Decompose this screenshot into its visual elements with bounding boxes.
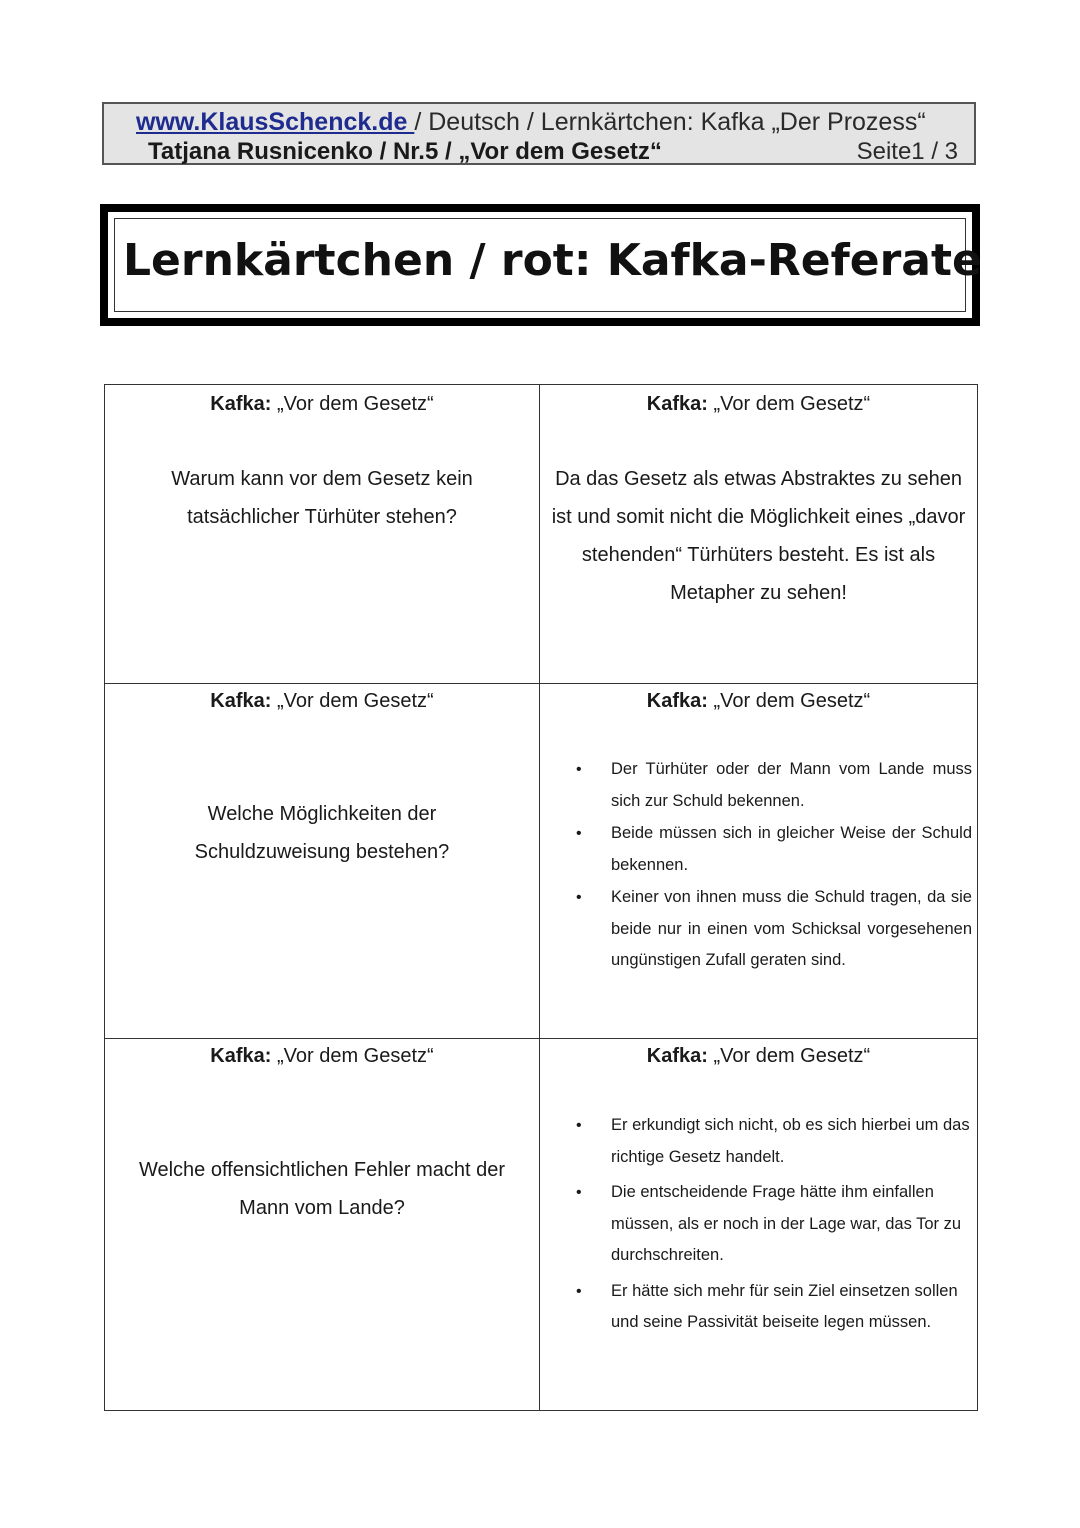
card-heading-work: „Vor dem Gesetz“ [707, 393, 871, 415]
card-heading [540, 1045, 977, 1068]
card-heading-work: „Vor dem Gesetz“ [707, 690, 871, 712]
list-item: • Beide müssen sich in gleicher Weise der Schuld bekennen. [576, 818, 972, 881]
card-question-3 [105, 1039, 539, 1410]
card-heading-author: Kafka: [646, 393, 708, 415]
list-item: • Er hätte sich mehr für sein Ziel einsetzen sollen und seine Passivität beiseite legen müssen. [576, 1276, 972, 1339]
card-heading-author: Kafka: [210, 1045, 272, 1067]
author-line: Tatjana Rusnicenko / Nr.5 / „Vor dem Gesetz“ [148, 138, 662, 165]
list-item: • Er erkundigt sich nicht, ob es sich hierbei um das richtige Gesetz handelt. [576, 1110, 972, 1173]
card-heading-author: Kafka: [210, 393, 272, 415]
card-heading-author: Kafka: [646, 1045, 708, 1067]
card-heading-work: „Vor dem Gesetz“ [271, 393, 434, 415]
card-heading-work: „Vor dem Gesetz“ [271, 690, 434, 712]
card-heading-author: Kafka: [646, 690, 708, 712]
card-heading [540, 690, 977, 713]
answer-list [576, 754, 972, 978]
site-link[interactable]: www.KlausSchenck.de [136, 108, 415, 136]
page-title: Lernkärtchen / rot: Kafka-Referate [123, 235, 982, 286]
list-item: • Keiner von ihnen muss die Schuld tragen, da sie beide nur in einen vom Schicksal vorgesehenen ungünstigen Zufall geraten sind. [576, 882, 972, 977]
card-heading-author: Kafka: [210, 690, 272, 712]
title-inner-frame [114, 218, 982, 312]
card-answer-2 [540, 684, 977, 1038]
document-header [102, 102, 976, 165]
card-heading-work: „Vor dem Gesetz“ [271, 1045, 434, 1067]
card-question-2 [105, 684, 539, 1038]
card-answer-3 [540, 1039, 977, 1410]
flashcard-table [104, 384, 978, 1411]
question-text: Warum kann vor dem Gesetz kein tatsächlicher Türhüter stehen? [171, 468, 473, 528]
question-text: Welche Möglichkeiten der Schuldzuweisung bestehen? [194, 803, 450, 863]
card-heading [105, 1045, 539, 1068]
card-heading [105, 690, 539, 713]
header-line-1 [136, 108, 926, 137]
breadcrumb: / Deutsch / Lernkärtchen: Kafka „Der Prozess“ [414, 108, 926, 136]
card-answer-1 [540, 385, 977, 683]
list-item: • Die entscheidende Frage hätte ihm einfallen müssen, als er noch in der Lage war, das Tor zu durchschreiten. [576, 1177, 972, 1272]
card-question-1 [105, 385, 539, 683]
page-number: Seite1 / 3 [856, 138, 958, 165]
card-heading [540, 393, 977, 416]
answer-text: Da das Gesetz als etwas Abstraktes zu sehen ist und somit nicht die Möglichkeit eines „davor stehenden“ Türhüters besteht. Es ist als Metapher zu sehen! [551, 468, 966, 604]
card-heading-work: „Vor dem Gesetz“ [707, 1045, 871, 1067]
answer-list [576, 1110, 972, 1343]
question-text: Welche offensichtlichen Fehler macht der Mann vom Lande? [138, 1159, 506, 1219]
list-item: • Der Türhüter oder der Mann vom Lande muss sich zur Schuld bekennen. [576, 754, 972, 817]
card-heading [105, 393, 539, 416]
title-box [100, 204, 980, 326]
